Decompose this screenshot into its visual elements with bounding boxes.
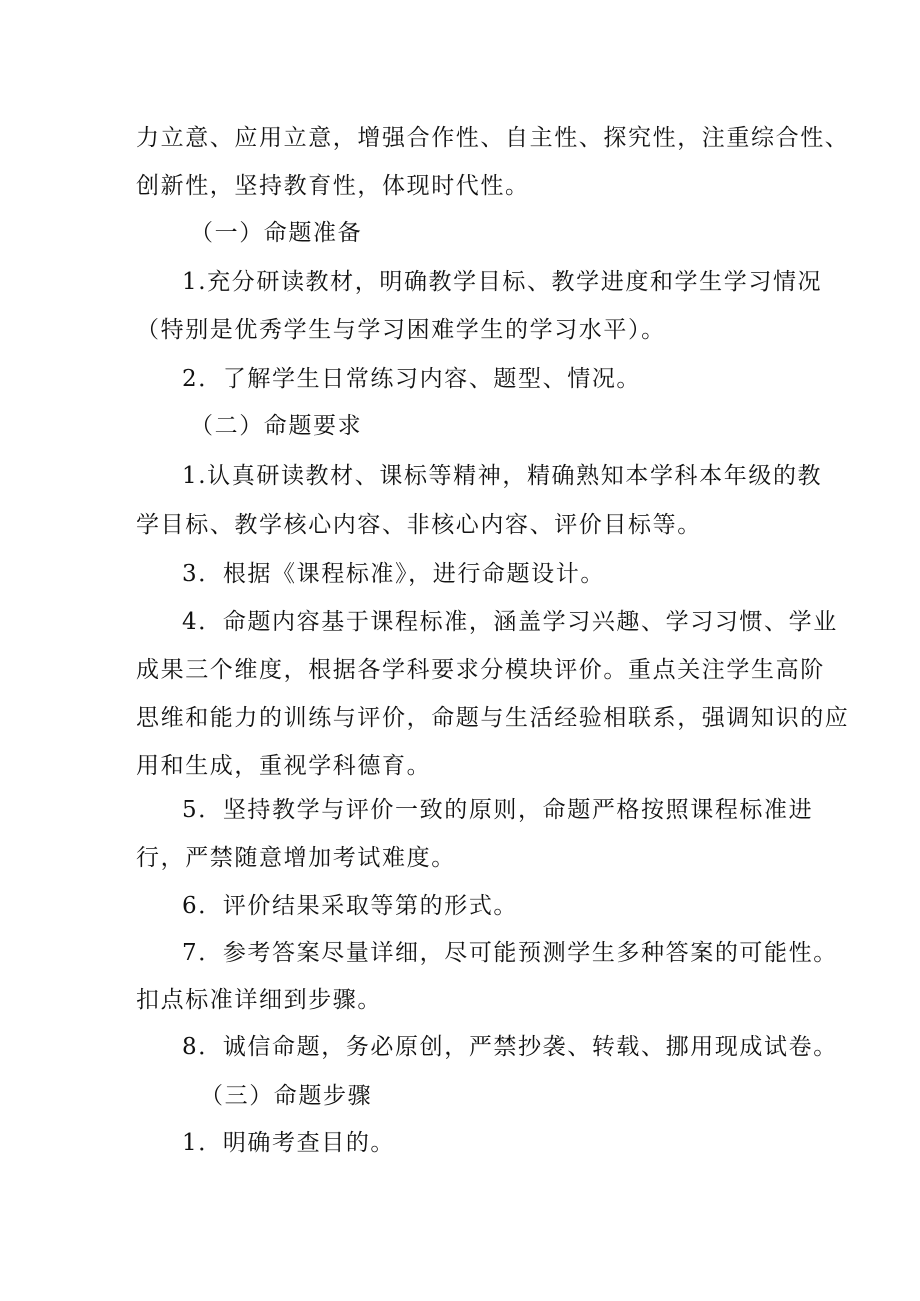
list-item: 7．参考答案尽量详细，尽可能预测学生多种答案的可能性。 bbox=[182, 940, 838, 966]
paragraph-line: 成果三个维度，根据各学科要求分模块评价。重点关注学生高阶 bbox=[136, 657, 825, 683]
list-item: 8．诚信命题，务必原创，严禁抄袭、转载、挪用现成试卷。 bbox=[182, 1034, 838, 1060]
section-heading-requirements: （二）命题要求 bbox=[190, 413, 363, 439]
paragraph-line: （特别是优秀学生与学习困难学生的学习水平）。 bbox=[136, 317, 666, 343]
paragraph-line: 创新性，坚持教育性，体现时代性。 bbox=[136, 173, 530, 199]
list-item: 5．坚持教学与评价一致的原则，命题严格按照课程标准进 bbox=[182, 797, 814, 823]
list-item: 1.充分研读教材，明确教学目标、教学进度和学生学习情况 bbox=[182, 269, 823, 295]
paragraph-line: 扣点标准详细到步骤。 bbox=[136, 987, 382, 1013]
list-item: 3．根据《课程标准》，进行命题设计。 bbox=[182, 561, 605, 587]
list-item: 2．了解学生日常练习内容、题型、情况。 bbox=[182, 366, 642, 392]
list-item: 4．命题内容基于课程标准，涵盖学习兴趣、学习习惯、学业 bbox=[182, 609, 838, 635]
paragraph-line: 行，严禁随意增加考试难度。 bbox=[136, 845, 456, 871]
paragraph-line: 用和生成，重视学科德育。 bbox=[136, 753, 432, 779]
section-heading-steps: （三）命题步骤 bbox=[200, 1083, 373, 1109]
list-item: 1．明确考查目的。 bbox=[182, 1130, 396, 1156]
section-heading-preparation: （一）命题准备 bbox=[190, 220, 363, 246]
paragraph-line: 学目标、教学核心内容、非核心内容、评价目标等。 bbox=[136, 512, 702, 538]
list-item: 6．评价结果采取等第的形式。 bbox=[182, 893, 519, 919]
paragraph-line: 力立意、应用立意，增强合作性、自主性、探究性，注重综合性、 bbox=[136, 125, 850, 151]
paragraph-line: 思维和能力的训练与评价，命题与生活经验相联系，强调知识的应 bbox=[136, 705, 850, 731]
list-item: 1.认真研读教材、课标等精神，精确熟知本学科本年级的教 bbox=[182, 463, 823, 489]
